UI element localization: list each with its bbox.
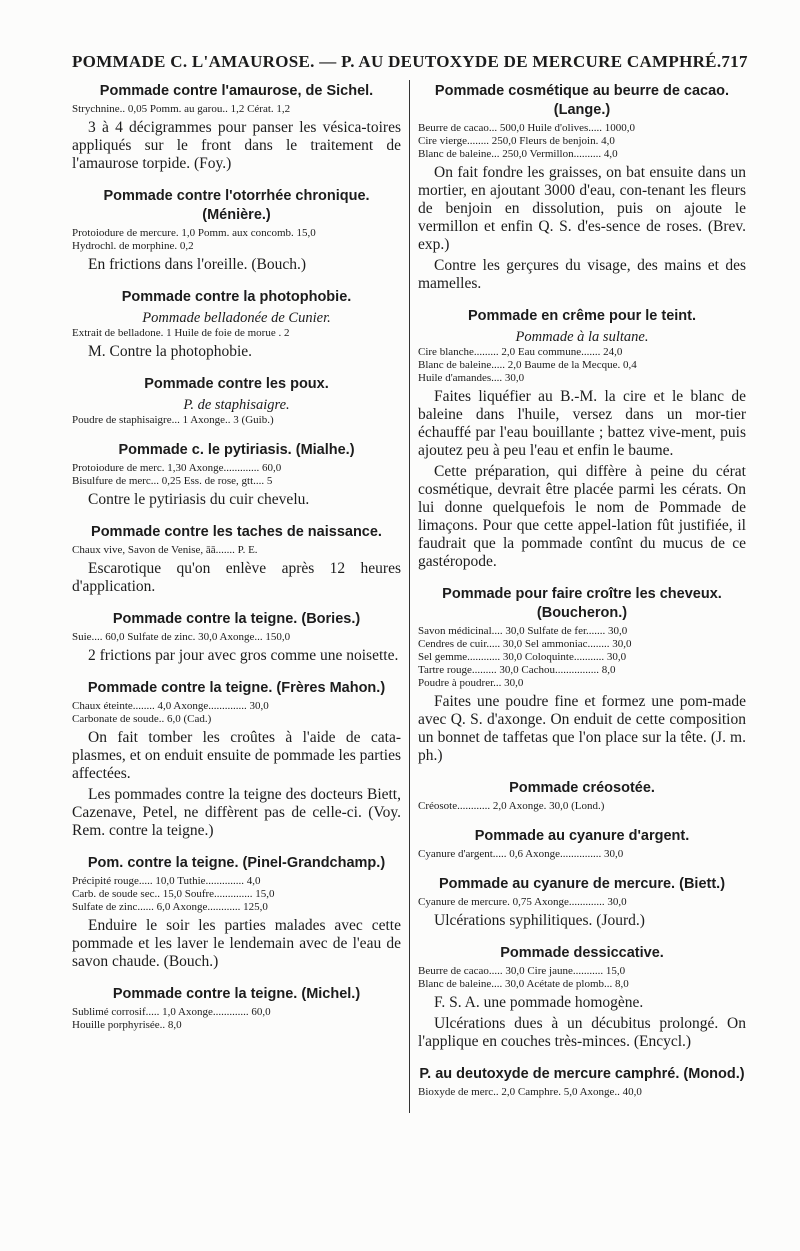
ingredient-line: Cyanure d'argent..... 0,6 Axonge............... 30,0 <box>418 848 624 860</box>
recipe-paragraph: Cette préparation, qui diffère à peine du cérat cosmétique, devrait être placée parmi les cérats. On lui donne quelquefois le nom de Pommade de limaçons. Pour que cette appel-lation fût justifiée, il faudrait que la pommade contînt du mucus de ce gastéropode. <box>418 463 746 570</box>
recipe-paragraph: Enduire le soir les parties malades avec cette pommade et les laver le lendemain avec de l'eau de savon chaude. (Bouch.) <box>72 917 401 970</box>
ingredient-line: Poudre à poudrer... 30,0 <box>418 677 524 689</box>
recipe-section <box>418 82 746 293</box>
ingredient-line: Bisulfure de merc... 0,25 Ess. de rose, gtt.... 5 <box>72 475 273 487</box>
recipe-title: Pommade contre les taches de naissance. <box>91 524 382 540</box>
recipe-section <box>72 985 401 1032</box>
recipe-section <box>72 375 401 427</box>
ingredient-line: Bioxyde de merc.. 2,0 Camphre. 5,0 Axonge.. 40,0 <box>418 1086 642 1098</box>
recipe-title: Pommade cosmétique au beurre de cacao. (Lange.) <box>434 83 730 118</box>
ingredient-line: Précipité rouge..... 10,0 Tuthie.............. 4,0 <box>72 875 261 887</box>
ingredient-line: Beurre de cacao... 500,0 Huile d'olives..... 1000,0 <box>418 122 636 134</box>
ingredient-line: Beurre de cacao..... 30,0 Cire jaune........... 15,0 <box>418 965 626 977</box>
recipe-paragraph: Contre les gerçures du visage, des mains et des mamelles. <box>418 257 746 292</box>
recipe-section <box>72 854 401 971</box>
ingredient-line: Savon médicinal.... 30,0 Sulfate de fer....... 30,0 <box>418 625 628 637</box>
ingredient-line: Sulfate de zinc...... 6,0 Axonge............ 125,0 <box>72 901 268 913</box>
ingredient-line: Hydrochl. de morphine. 0,2 <box>72 240 194 252</box>
recipe-section <box>72 82 401 173</box>
recipe-paragraph: Ulcérations syphilitiques. (Jourd.) <box>434 912 645 929</box>
recipe-title: Pommade contre les poux. <box>144 376 329 392</box>
ingredient-line: Tartre rouge......... 30,0 Cachou................ 8,0 <box>418 664 616 676</box>
recipe-section <box>418 875 746 930</box>
ingredient-line: Sublimé corrosif..... 1,0 Axonge............. 60,0 <box>72 1006 271 1018</box>
recipe-title: Pom. contre la teigne. (Pinel-Grandchamp.) <box>87 855 386 871</box>
recipe-paragraph: 2 frictions par jour avec gros comme une noisette. <box>88 647 399 664</box>
ingredient-line: Carb. de soude sec.. 15,0 Soufre.............. 15,0 <box>72 888 275 900</box>
recipe-title: P. au deutoxyde de mercure camphré. (Monod.) <box>419 1066 745 1082</box>
recipe-section <box>418 585 746 765</box>
recipe-section <box>72 679 401 840</box>
recipe-paragraph: Ulcérations dues à un décubitus prolongé. On l'applique en couches très-minces. (Encycl.) <box>418 1015 746 1050</box>
ingredient-line: Blanc de baleine... 250,0 Vermillon.......... 4,0 <box>418 148 618 160</box>
recipe-title: Pommade contre la photophobie. <box>121 289 352 305</box>
page-number: 717 <box>721 52 748 71</box>
recipe-paragraph: F. S. A. une pommade homogène. <box>434 994 644 1011</box>
running-header <box>72 52 746 74</box>
ingredient-line: Huile d'amandes.... 30,0 <box>418 372 525 384</box>
recipe-title: Pommade contre l'amaurose, de Sichel. <box>99 83 374 99</box>
recipe-section <box>418 779 746 813</box>
recipe-paragraph: Faites liquéfier au B.-M. la cire et le blanc de baleine dans l'huile, versez dans un mor-tier échauffé par l'eau bouillante ; battez vive-ment, puis ajoutez peu à peu l'eau et enfin le baume. <box>418 388 746 459</box>
recipe-title: Pommade contre la teigne. (Bories.) <box>112 611 361 627</box>
recipe-subtitle: P. de staphisaigre. <box>183 397 290 413</box>
ingredient-line: Extrait de belladone. 1 Huile de foie de morue . 2 <box>72 327 290 339</box>
recipe-paragraph: 3 à 4 décigrammes pour panser les vésica-toires appliqués sur le front dans le traitement de l'amaurose torpide. (Foy.) <box>72 119 401 172</box>
recipe-paragraph: En frictions dans l'oreille. (Bouch.) <box>88 256 307 273</box>
recipe-paragraph: Escarotique qu'on enlève après 12 heures d'application. <box>72 560 401 595</box>
recipe-title: Pommade contre la teigne. (Frères Mahon.) <box>87 680 386 696</box>
ingredient-line: Cire blanche......... 2,0 Eau commune....... 24,0 <box>418 346 623 358</box>
ingredient-line: Chaux éteinte........ 4,0 Axonge.............. 30,0 <box>72 700 269 712</box>
recipe-section <box>418 307 746 571</box>
recipe-paragraph: On fait tomber les croûtes à l'aide de cata-plasmes, et on enduit ensuite de pommade les parties affectées. <box>72 729 401 782</box>
recipe-subtitle: Pommade à la sultane. <box>515 329 649 345</box>
recipe-paragraph: Contre le pytiriasis du cuir chevelu. <box>88 491 310 508</box>
recipe-title: Pommade dessiccative. <box>500 945 664 961</box>
recipe-subtitle: Pommade belladonée de Cunier. <box>142 310 331 326</box>
recipe-section <box>418 944 746 1051</box>
recipe-section <box>418 827 746 861</box>
ingredient-line: Sel gemme............ 30,0 Coloquinte........... 30,0 <box>418 651 627 663</box>
recipe-title: Pommade en crême pour le teint. <box>467 308 697 324</box>
recipe-title: Pommade c. le pytiriasis. (Mialhe.) <box>118 442 355 458</box>
recipe-paragraph: Les pommades contre la teigne des docteurs Biett, Cazenave, Petel, ne diffèrent pas de celle-ci. (Voy. Rem. contre la teigne.) <box>72 786 401 839</box>
two-column-body <box>72 80 746 1113</box>
ingredient-line: Cendres de cuir..... 30,0 Sel ammoniac........ 30,0 <box>418 638 632 650</box>
ingredient-line: Protoiodure de merc. 1,30 Axonge............. 60,0 <box>72 462 282 474</box>
left-column <box>72 80 409 1113</box>
recipe-title: Pommade au cyanure d'argent. <box>474 828 690 844</box>
ingredient-line: Strychnine.. 0,05 Pomm. au garou.. 1,2 Cérat. 1,2 <box>72 103 291 115</box>
ingredient-line: Chaux vive, Savon de Venise, āā....... P. E. <box>72 544 258 556</box>
ingredient-line: Protoiodure de mercure. 1,0 Pomm. aux concomb. 15,0 <box>72 227 316 239</box>
recipe-section <box>72 523 401 596</box>
recipe-paragraph: Faites une poudre fine et formez une pom-made avec Q. S. d'axonge. On enduit de cette composition un bonnet de taffetas que l'on place sur la tête. (J. m. ph.) <box>418 693 746 764</box>
recipe-section <box>72 610 401 665</box>
right-column <box>409 80 746 1113</box>
ingredient-line: Blanc de baleine.... 30,0 Acétate de plomb... 8,0 <box>418 978 629 990</box>
header-title: POMMADE C. L'AMAUROSE. — P. AU DEUTOXYDE DE MERCURE CAMPHRÉ. <box>72 52 722 71</box>
recipe-title: Pommade au cyanure de mercure. (Biett.) <box>438 876 726 892</box>
recipe-section <box>72 441 401 509</box>
ingredient-line: Cire vierge........ 250,0 Fleurs de benjoin. 4,0 <box>418 135 615 147</box>
ingredient-line: Créosote............ 2,0 Axonge. 30,0 (Lond.) <box>418 800 605 812</box>
recipe-title: Pommade pour faire croître les cheveux. (Boucheron.) <box>442 586 722 621</box>
recipe-section <box>418 1065 746 1099</box>
ingredient-line: Houille porphyrisée.. 8,0 <box>72 1019 182 1031</box>
recipe-title: Pommade créosotée. <box>509 780 655 796</box>
ingredient-line: Cyanure de mercure. 0,75 Axonge............. 30,0 <box>418 896 627 908</box>
recipe-section <box>72 187 401 274</box>
recipe-title: Pommade contre la teigne. (Michel.) <box>112 986 361 1002</box>
recipe-paragraph: M. Contre la photophobie. <box>88 343 253 360</box>
ingredient-line: Poudre de staphisaigre... 1 Axonge.. 3 (Guib.) <box>72 414 274 426</box>
ingredient-line: Blanc de baleine..... 2,0 Baume de la Mecque. 0,4 <box>418 359 637 371</box>
ingredient-line: Carbonate de soude.. 6,0 (Cad.) <box>72 713 212 725</box>
recipe-title: Pommade contre l'otorrhée chronique. (Ménière.) <box>103 188 370 223</box>
recipe-paragraph: On fait fondre les graisses, on bat ensuite dans un mortier, en ajoutant 3000 d'eau, con-tenant les fleurs de benjoin en dissolution, puis on ajoute le vermillon et enfin Q. S. d'es-sence de roses. (Brev. exp.) <box>418 164 746 253</box>
recipe-section <box>72 288 401 361</box>
ingredient-line: Suie.... 60,0 Sulfate de zinc. 30,0 Axonge... 150,0 <box>72 631 291 643</box>
